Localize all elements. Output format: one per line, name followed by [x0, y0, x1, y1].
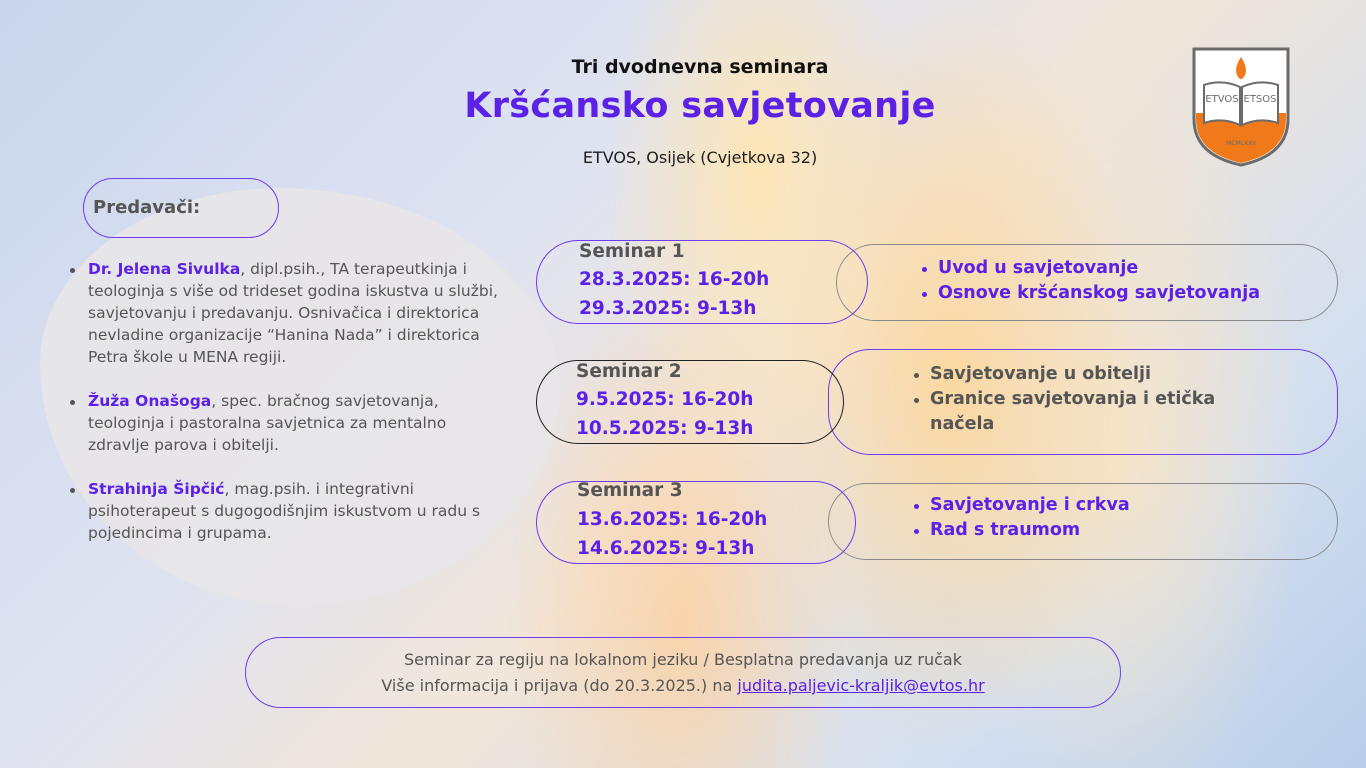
topic-item: Granice savjetovanja i etička načela	[912, 387, 1272, 437]
seminar-1-date-1: 28.3.2025: 16-20h	[579, 269, 770, 290]
lecturers-label-pill	[83, 178, 279, 238]
topic-item: Savjetovanje i crkva	[912, 493, 1292, 518]
seminar-2-topics	[912, 362, 1272, 437]
topic-item: Rad s traumom	[912, 518, 1292, 543]
seminar-1-date-2: 29.3.2025: 9-13h	[579, 298, 757, 319]
event-location: ETVOS, Osijek (Cvjetkova 32)	[582, 148, 818, 167]
lecturer-name: Žuža Onašoga	[88, 392, 212, 410]
footer-line-2	[246, 676, 1120, 695]
footer-line-1: Seminar za regiju na lokalnom jeziku / Besplatna predavanja uz ručak	[404, 650, 962, 669]
lecturer-description: , dipl.psih., TA terapeutkinja i teologinja s više od trideset godina iskustva u službi, savjetovanju i predavanju. Osnivačica i direktorica nevladine organizacije “Hanina Nada” i direktorica Petra škole u MENA regiji.	[88, 260, 498, 366]
email-link[interactable]: judita.paljevic-kraljik@evtos.hr	[737, 676, 985, 695]
topic-item: Osnove kršćanskog savjetovanja	[920, 281, 1320, 306]
seminar-1-topics	[920, 256, 1320, 306]
seminar-2-date-2: 10.5.2025: 9-13h	[576, 418, 754, 439]
lecturer-item	[66, 478, 506, 544]
logo-year: MCMLXXII	[1226, 140, 1256, 147]
lecturer-item	[66, 258, 506, 368]
seminar-2-label: Seminar 2	[576, 361, 682, 382]
lecturers-label: Predavači:	[93, 197, 201, 218]
etvos-logo-icon	[1192, 47, 1290, 167]
seminar-3-date-2: 14.6.2025: 9-13h	[577, 538, 755, 559]
lecturers-list	[66, 258, 506, 566]
topic-item: Savjetovanje u obitelji	[912, 362, 1272, 387]
seminar-3-topics	[912, 493, 1292, 543]
lecturer-description: , mag.psih. i integrativni psihoterapeut s dugogodišnjim iskustvom u radu s pojedincima i grupama.	[88, 480, 481, 542]
lecturer-item	[66, 390, 506, 456]
seminar-3-label: Seminar 3	[577, 480, 683, 501]
lecturer-name: Dr. Jelena Sivulka	[88, 260, 241, 278]
logo-text-left: ETVOS	[1205, 94, 1239, 105]
lecturer-description: , spec. bračnog savjetovanja, teologinja i pastoralna savjetnica za mentalno zdravlje parova i obitelji.	[88, 392, 447, 454]
lecturer-name: Strahinja Šipčić	[88, 480, 225, 498]
topic-item: Uvod u savjetovanje	[920, 256, 1320, 281]
page-title: Kršćansko savjetovanje	[464, 86, 936, 126]
page-subtitle: Tri dvodnevna seminara	[571, 56, 829, 78]
seminar-1-label: Seminar 1	[579, 241, 685, 262]
logo-text-right: ETSOS	[1243, 94, 1277, 105]
footer-line-2-text: Više informacija i prijava (do 20.3.2025.) na	[381, 676, 738, 695]
seminar-3-date-1: 13.6.2025: 16-20h	[577, 509, 768, 530]
footer-info-pill	[245, 637, 1121, 708]
seminar-2-date-1: 9.5.2025: 16-20h	[576, 389, 754, 410]
